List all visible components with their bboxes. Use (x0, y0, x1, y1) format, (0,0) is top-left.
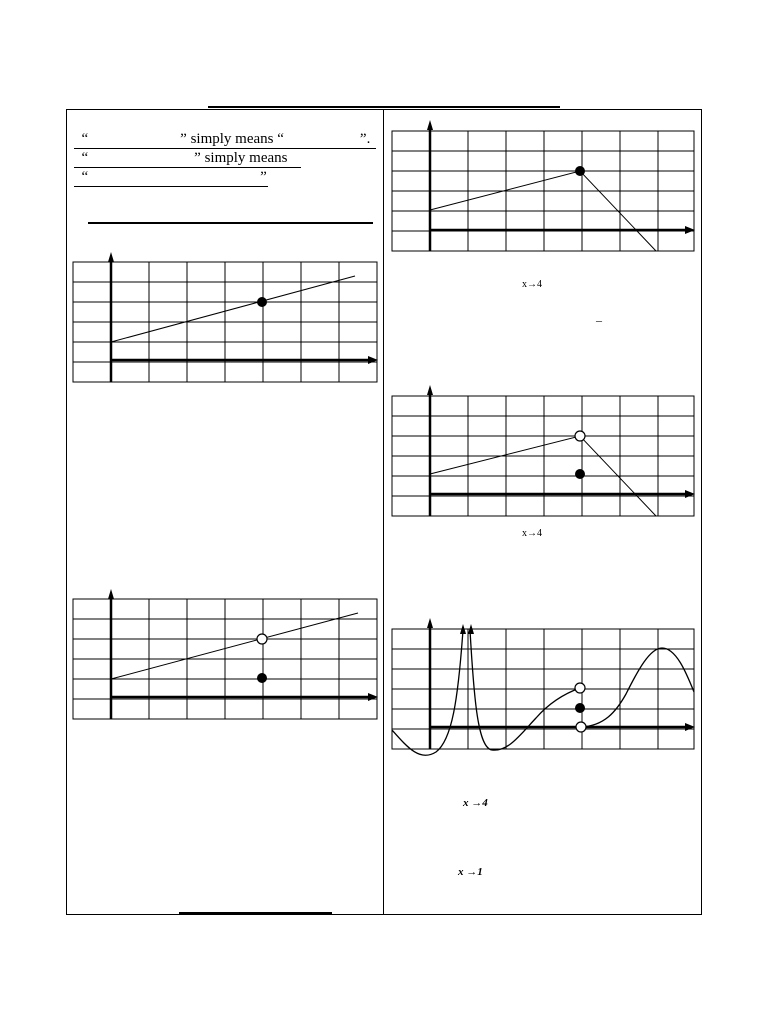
curve-right-branch (470, 630, 580, 750)
limit-label-graph4: x→4 (522, 528, 542, 539)
open-point-lower (576, 722, 586, 732)
open-point-upper (575, 683, 585, 693)
limit-label-graph5-b: x →1 (458, 866, 483, 878)
limit-label-graph3: x→4 (522, 279, 542, 290)
simply-means-text: ” simply means (194, 150, 288, 166)
limit-label-graph5-a: x →4 (463, 797, 488, 809)
dash-mark: – (596, 313, 602, 327)
quote-open: “ (81, 169, 89, 185)
quote-open: “ (81, 131, 89, 147)
filled-point (575, 703, 585, 713)
quote-open: “ (81, 150, 89, 166)
curve-hump (581, 648, 694, 727)
quote-close: ” (260, 169, 267, 185)
simply-means-text: ” simply means “ (180, 131, 284, 147)
quote-close: ”. (359, 131, 371, 147)
